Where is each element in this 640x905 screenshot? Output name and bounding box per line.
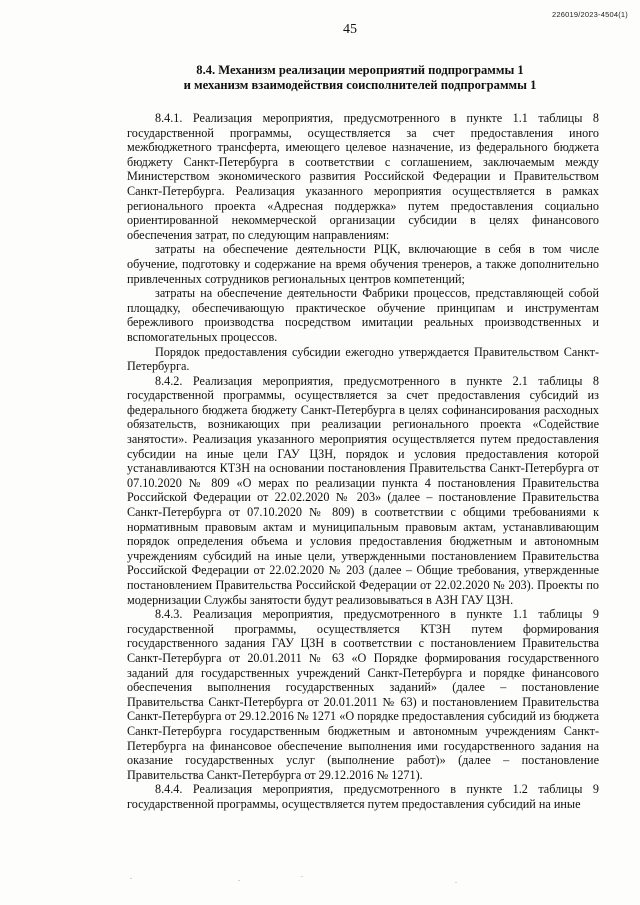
scan-artifact [455, 882, 457, 883]
section-heading-line-2: и механизм взаимодействия соисполнителей подпрограммы 1 [183, 78, 537, 92]
paragraph-8-4-3: 8.4.3. Реализация мероприятия, предусмотренного в пункте 1.1 таблицы 9 государственной программы, осуществляется КТЗН путем формирования государственного задания ГАУ ЦЗН в соответствии с постановлением Правительства Санкт-Петербурга от 20.01.2011 № 63 «О Порядке формирования государственного заданий для государственных учреждений Санкт-Петербурга и порядке финансового обеспечения выполнения государственных заданий» (далее – постановление Правительства Санкт-Петербурга от 20.01.2011 № 63) и постановлением Правительства Санкт-Петербурга от 29.12.2016 № 1271 «О порядке предоставления субсидий из бюджета Санкт-Петербурга государственным бюджетным и автономным учреждениям Санкт-Петербурга на финансовое обеспечение выполнения ими государственного задания на оказание государственных услуг (выполнение работ)» (далее – постановление Правительства Санкт-Петербурга от 29.12.2016 № 1271). [127, 607, 599, 782]
page-number: 45 [343, 22, 357, 37]
paragraph-8-4-4: 8.4.4. Реализация мероприятия, предусмотренного в пункте 1.2 таблицы 9 государственной программы, осуществляется путем предоставления субсидий на иные [127, 782, 599, 811]
list-item-rck-expenses: затраты на обеспечение деятельности РЦК, включающие в себя в том числе обучение, подготовку и содержание на время обучения тренеров, а также дополнительно привлеченных сотрудников региональных центров компетенций; [127, 242, 599, 286]
section-heading [120, 63, 600, 93]
scan-artifact [301, 876, 303, 877]
scan-artifact [238, 880, 240, 881]
document-registration-number: 226019/2023-4504(1) [552, 10, 628, 19]
paragraph-subsidy-procedure: Порядок предоставления субсидии ежегодно утверждается Правительством Санкт-Петербурга. [127, 344, 599, 374]
list-item-process-factory-expenses: затраты на обеспечение деятельности Фабрики процессов, представляющей собой площадку, обеспечивающую практическое обучение принципам и инструментам бережливого производства посредством имитации реальных производственных и вспомогательных процессов. [127, 286, 599, 344]
paragraph-8-4-1: 8.4.1. Реализация мероприятия, предусмотренного в пункте 1.1 таблицы 8 государственной программы, осуществляется за счет предоставления иного межбюджетного трансферта, имеющего целевое назначение, из федерального бюджета бюджету Санкт-Петербурга в соответствии с соглашением, заключаемым между Министерством экономического развития Российской Федерации и Правительством Санкт-Петербурга. Реализация указанного мероприятия осуществляется в рамках регионального проекта «Адресная поддержка» путем предоставления социально ориентированной некоммерческой организации субсидии в целях финансового обеспечения затрат, по следующим направлениям: [127, 111, 599, 242]
scan-artifact [130, 878, 132, 879]
section-heading-line-1: 8.4. Механизм реализации мероприятий подпрограммы 1 [196, 63, 524, 77]
section-body [127, 111, 599, 812]
paragraph-8-4-2: 8.4.2. Реализация мероприятия, предусмотренного в пункте 2.1 таблицы 8 государственной программы, осуществляется за счет предоставления субсидий из федерального бюджета бюджету Санкт-Петербурга в целях софинансирования расходных обязательств, возникающих при реализации регионального проекта «Содействие занятости». Реализация указанного мероприятия осуществляется путем предоставления субсидии на иные цели ГАУ ЦЗН, порядок и условия предоставления которой устанавливаются КТЗН на основании постановления Правительства Санкт-Петербурга от 07.10.2020 № 809 «О мерах по реализации пункта 4 постановления Правительства Российской Федерации от 22.02.2020 № 203» (далее – постановление Правительства Санкт-Петербурга от 07.10.2020 № 809) в соответствии с общими требованиями к нормативным правовым актам и муниципальным правовым актам, устанавливающим порядок определения объема и условия предоставления бюджетным и автономным учреждениям субсидий на иные цели, утвержденными постановлением Правительства Российской Федерации от 22.02.2020 № 203 (далее – Общие требования, утвержденные постановлением Правительства Российской Федерации от 22.02.2020 № 203). Проекты по модернизации Службы занятости будут реализовываться в АЗН ГАУ ЦЗН. [127, 373, 599, 607]
